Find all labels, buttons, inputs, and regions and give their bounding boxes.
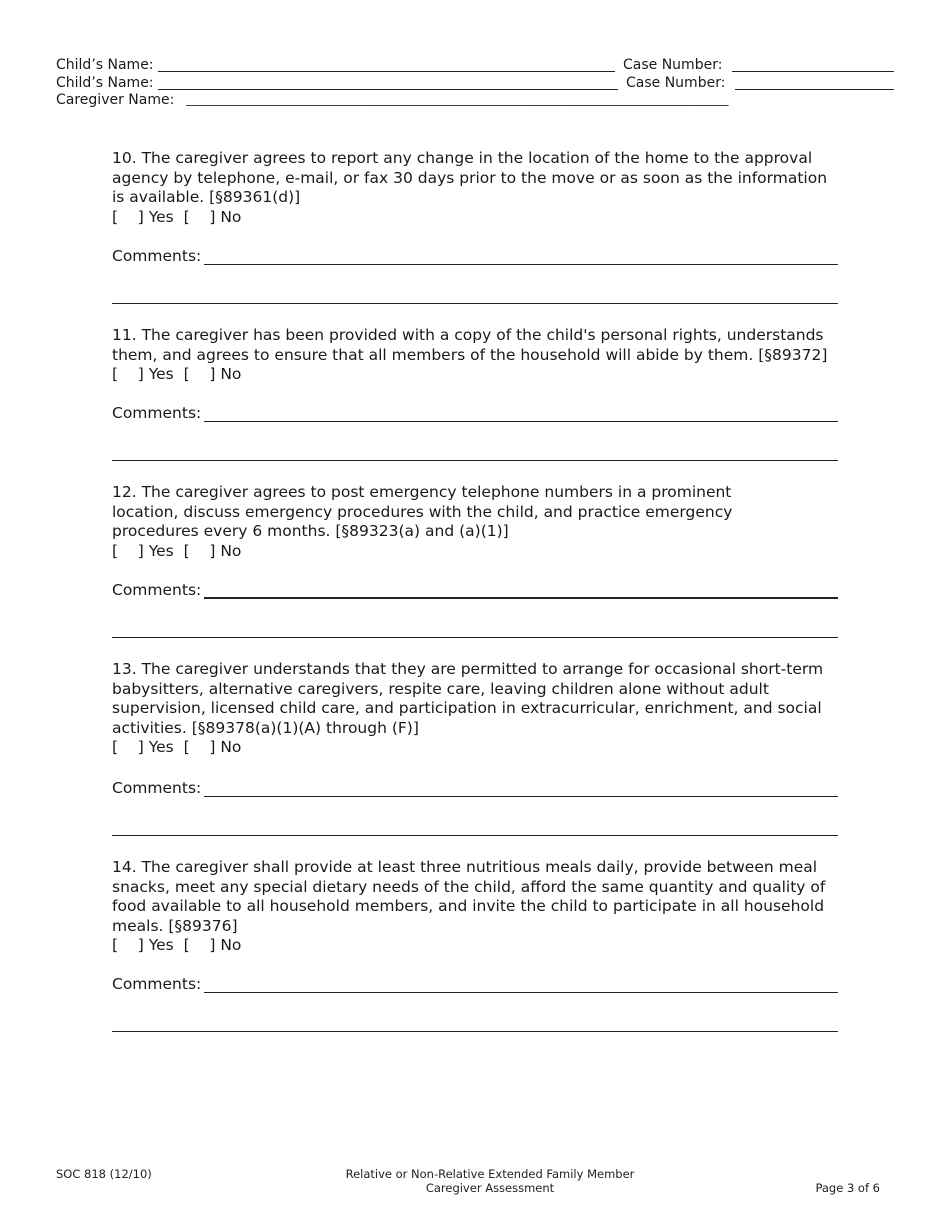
comments-field-extra[interactable] [112, 460, 838, 461]
yes-no-checkboxes[interactable]: [ ] Yes [ ] No [112, 542, 242, 560]
question-text: 13. The caregiver understands that they are permitted to arrange for occasional short-term babysitters, alternative caregivers, respite care, leaving children alone without adult supervision, licensed child care, and participation in extracurricular, enrichment, and social activities. [§89378(a)(1)(A) through (F)] [112, 660, 824, 737]
question-12 [112, 483, 792, 542]
comments-label: Comments: [112, 581, 202, 599]
case-number-field-2[interactable] [735, 75, 894, 90]
case-number-field-1[interactable] [732, 57, 894, 72]
caregiver-name-label: Caregiver Name: [56, 92, 175, 108]
case-number-label-2: Case Number: [626, 75, 726, 91]
childs-name-field-1[interactable] [158, 57, 615, 72]
comments-label: Comments: [112, 779, 202, 797]
comments-field[interactable] [204, 796, 838, 797]
comments-label: Comments: [112, 404, 202, 422]
form-title-line-1: Relative or Non-Relative Extended Family Member [345, 1167, 635, 1181]
comments-field[interactable] [204, 597, 838, 599]
childs-name-label-2: Child’s Name: [56, 75, 154, 91]
question-text: 10. The caregiver agrees to report any change in the location of the home to the approval agency by telephone, e-mail, or fax 30 days prior to the move or as soon as the information is available. [§89361(d)] [112, 149, 828, 207]
yes-no-checkboxes[interactable]: [ ] Yes [ ] No [112, 936, 242, 954]
case-number-label-1: Case Number: [623, 57, 723, 73]
comments-field-extra[interactable] [112, 1031, 838, 1032]
comments-field-extra[interactable] [112, 637, 838, 638]
form-title [290, 1167, 690, 1195]
yes-no-checkboxes[interactable]: [ ] Yes [ ] No [112, 365, 242, 383]
comments-field[interactable] [204, 421, 838, 422]
yes-no-checkboxes[interactable]: [ ] Yes [ ] No [112, 208, 242, 226]
caregiver-name-field[interactable]: _________________________________________________________________________________ [186, 92, 729, 107]
comments-field[interactable] [204, 264, 838, 265]
question-11 [112, 326, 842, 365]
childs-name-label-1: Child’s Name: [56, 57, 154, 73]
question-text: 11. The caregiver has been provided with a copy of the child's personal rights, understands them, and agrees to ensure that all members of the household will abide by them. [§89372] [112, 326, 828, 364]
question-text: 14. The caregiver shall provide at least three nutritious meals daily, provide between meal snacks, meet any special dietary needs of the child, afford the same quantity and quality of food available to all household members, and invite the child to participate in all household meals. [§89376] [112, 858, 826, 935]
question-14 [112, 858, 842, 936]
comments-field-extra[interactable] [112, 303, 838, 304]
comments-field[interactable] [204, 992, 838, 993]
comments-label: Comments: [112, 975, 202, 993]
childs-name-field-2[interactable] [158, 75, 618, 90]
page-number: Page 3 of 6 [815, 1181, 880, 1195]
form-id: SOC 818 (12/10) [56, 1167, 152, 1181]
question-10 [112, 149, 842, 208]
form-title-line-2: Caregiver Assessment [425, 1181, 555, 1195]
yes-no-checkboxes[interactable]: [ ] Yes [ ] No [112, 738, 242, 756]
comments-field-extra[interactable] [112, 835, 838, 836]
comments-label: Comments: [112, 247, 202, 265]
question-text: 12. The caregiver agrees to post emergency telephone numbers in a prominent location, discuss emergency procedures with the child, and practice emergency procedures every 6 months. [§89323(a) and (a)(1)] [112, 483, 733, 541]
question-13 [112, 660, 842, 738]
